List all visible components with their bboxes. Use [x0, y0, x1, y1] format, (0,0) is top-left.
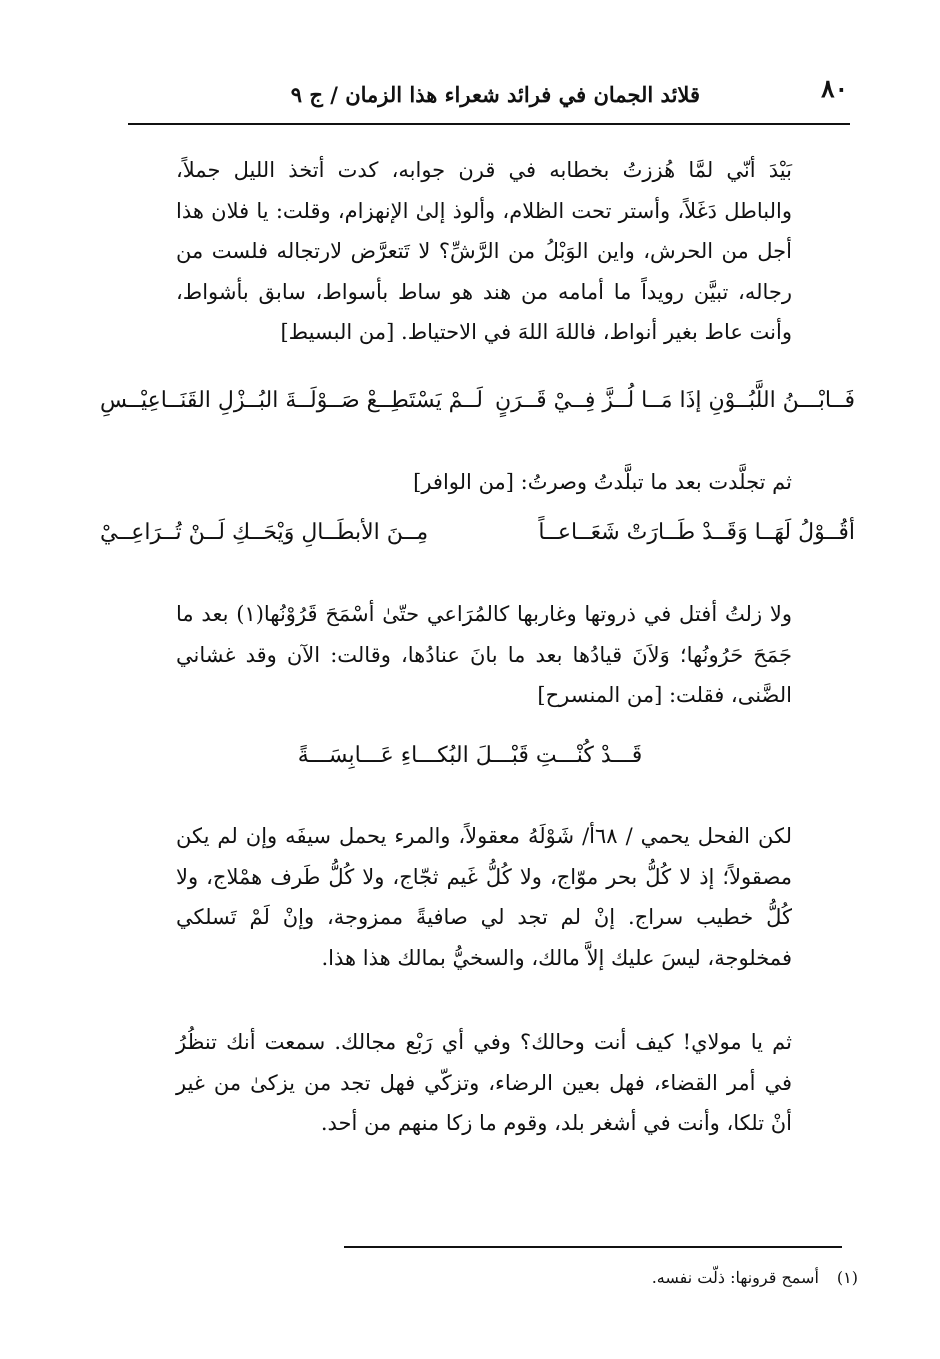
footnote: [652, 1268, 858, 1287]
footnote-number: (١): [836, 1268, 858, 1287]
verse-1: [100, 388, 855, 428]
header-divider: [128, 123, 850, 125]
verse-3: قَـــدْ كُنْـــتِ قَبْـــلَ البُكـــاءِ عَـــابِسَـــةً: [297, 743, 643, 768]
verse-1-first-hemistich: فَــابْـــنُ اللَّبُــوْنِ إذَا مَــا لُــزَّ فِــيْ قَــرَنٍ: [494, 388, 855, 413]
verse-2-second-hemistich: مِــنَ الأبطَــالِ وَيْحَــكِ لَــنْ تُــرَاعِــيْ: [100, 520, 429, 545]
verse-1-second-hemistich: لَــمْ يَسْتَطِــعْ صَــوْلَــةَ البُــزْلِ القَنَــاعِيْــسِ: [100, 388, 483, 413]
footnote-text: أسمح قرونها: ذلّت نفسه.: [651, 1268, 819, 1287]
verse-2-first-hemistich: أقُــوْلُ لَهَــا وَقَــدْ طَــارَتْ شَعَــاعــاً: [538, 520, 855, 545]
footnote-divider: [344, 1246, 842, 1248]
paragraph-3: [176, 594, 792, 716]
paragraph-1-text: بَيْدَ أنّي لمَّا هُززتُ بخطابه في قرن جوابه، كدت أتخذ الليل جملاً، والباطل دَغَلاً، وأستر تحت الظلام، وألوذ إلىٰ الإنهزام، وقلت: يا فلان هذا أجل من الحرش، واين الوَبْلُ من الرَّشِّ؟ لا تَتعرَّض لارتجاله فلست من رجاله، تبيَّن رويداً ما أمامه من هند هو ساط بأسواط، سابق بأشواط، وأنت عاط بغير أنواط، فاللهَ اللهَ في الاحتياط. [من البسيط]: [176, 158, 792, 344]
running-title: قلائد الجمان في فرائد شعراء هذا الزمان / ج ٩: [290, 82, 700, 107]
paragraph-5-text: ثم يا مولاي! كيف أنت وحالك؟ وفي أي رَبْع مجالك. سمعت أنك تنظُرُ في أمر القضاء، فهل بعين الرضاء، وتزكّي فهل تجد من يزكىٰ من غير أنْ تلكا، وأنت في أشغر بلد، وقوم ما زكا منهم من أحد.: [176, 1030, 792, 1135]
paragraph-3-text: ولا زلتُ أفتل في ذروتها وغاربها كالمُرَاعي حتّىٰ أسْمَحَ قَرُوْنُها(١) بعد ما جَمَحَ حَرُونُها؛ وَلاَنَ قيادُها بعد ما بانَ عنادُها، وقالت: الآن وقد غشاني الضَّنى، فقلت: [من المنسرح]: [176, 602, 792, 707]
paragraph-2-text: ثم تجلَّدت بعد ما تبلَّدتُ وصرتُ: [من الوافر]: [413, 470, 792, 494]
verse-2: [100, 520, 855, 560]
paragraph-1: [176, 150, 792, 353]
paragraph-4: [176, 816, 792, 978]
page-header: [130, 70, 850, 120]
paragraph-5: [176, 1022, 792, 1144]
paragraph-4-text: لكن الفحل يحمي / ٦٨أ/ شَوْلَهُ معقولاً، والمرء يحمل سيفَه وإن لم يكن مصقولاً؛ إذ لا كُلُّ بحر موّاج، ولا كُلُّ غَيم ثجّاج، ولا كُلُّ طَرف همْلاج، ولا كُلُّ خطيب سراج. إنْ لم تجد لي صافيةً ممزوجة، وإنْ لَمْ تَسلكي فمخلوجة، ليسَ عليك إلاَّ مالك، والسخيُّ بمالك هذا هذا.: [176, 824, 792, 970]
paragraph-2: [176, 462, 792, 503]
page-number: ٨٠: [821, 74, 848, 103]
